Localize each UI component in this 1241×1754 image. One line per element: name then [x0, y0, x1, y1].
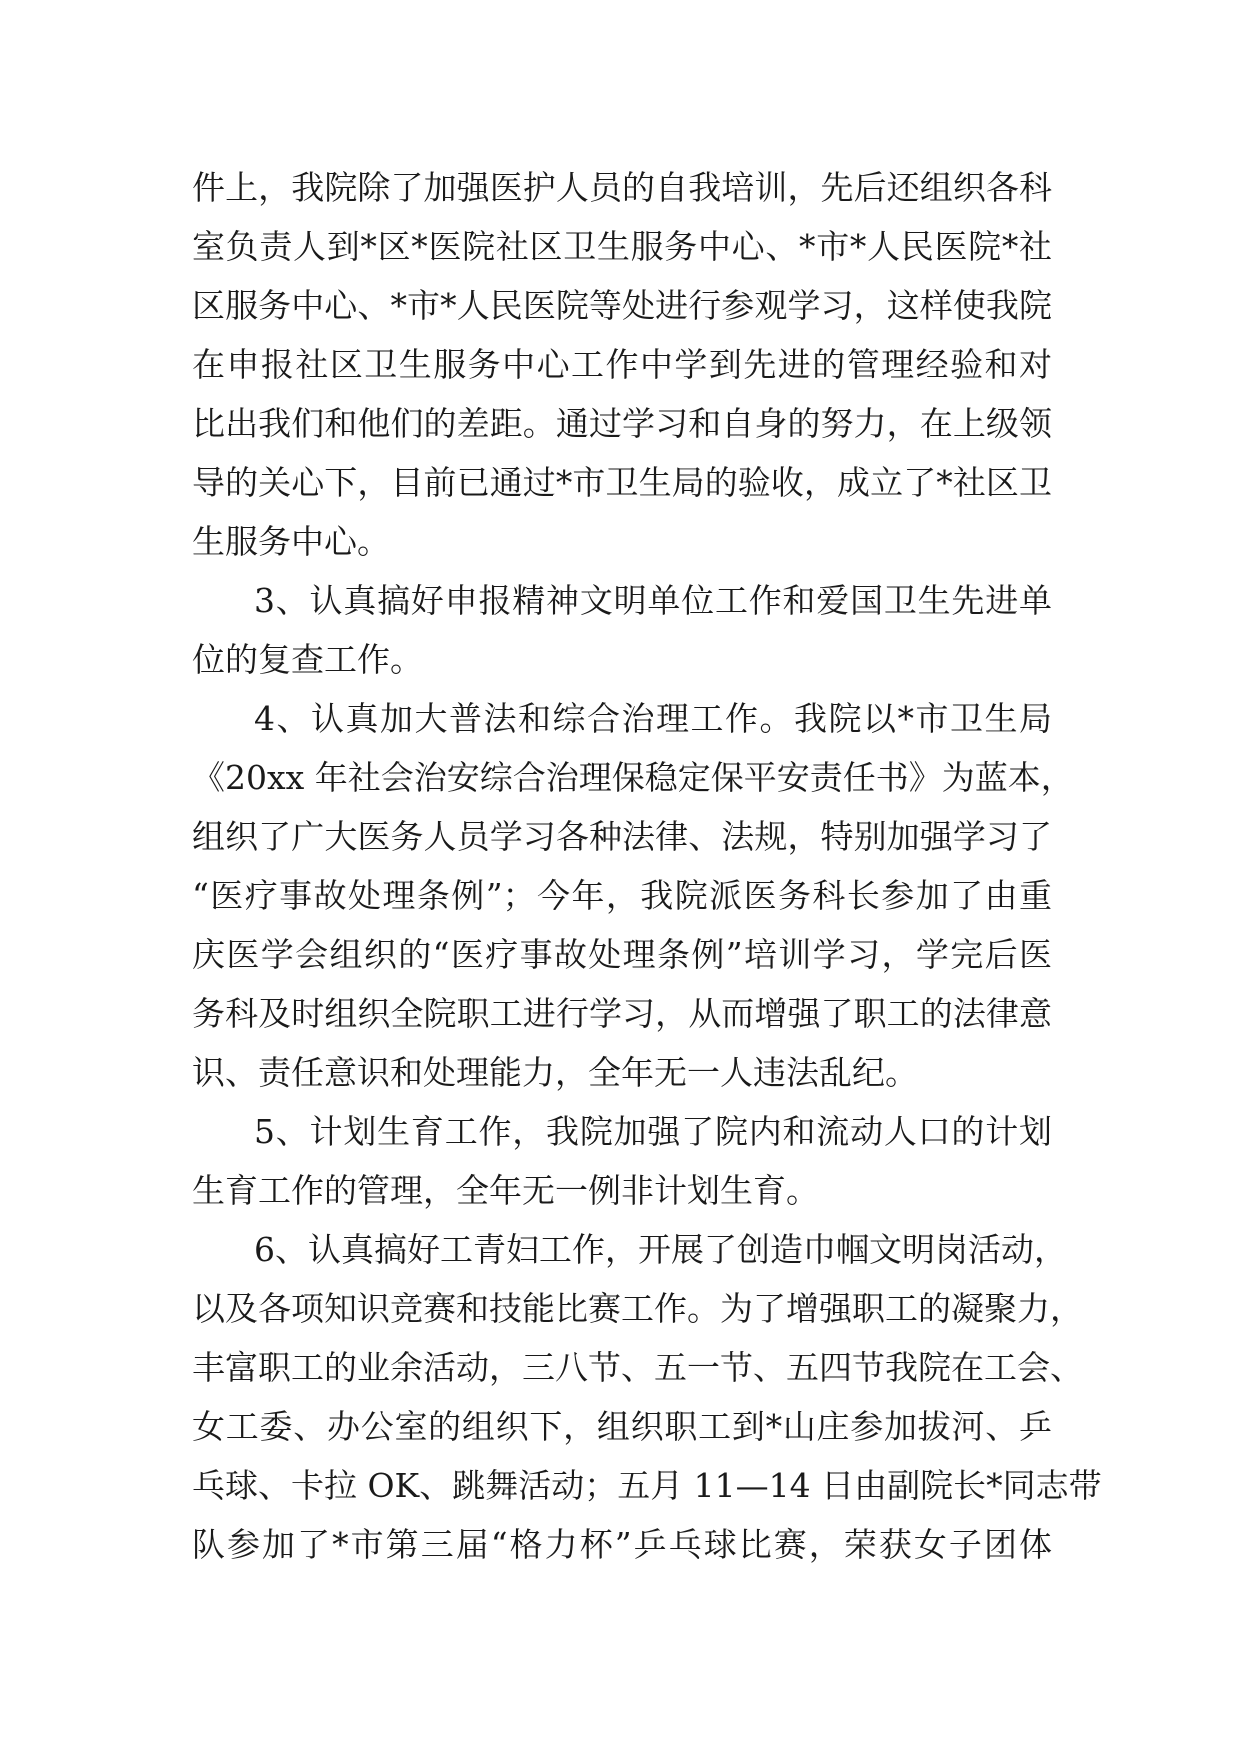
text-line: 组织了广大医务人员学习各种法律、法规，特别加强学习了	[192, 817, 1052, 856]
text-line: 室负责人到*区*医院社区卫生服务中心、*市*人民医院*社	[192, 227, 1052, 266]
text-line: 丰富职工的业余活动，三八节、五一节、五四节我院在工会、	[192, 1348, 1083, 1387]
text-line: 比出我们和他们的差距。通过学习和自身的努力，在上级领	[192, 404, 1052, 443]
text-line: 生育工作的管理，全年无一例非计划生育。	[192, 1171, 819, 1210]
text-line: 女工委、办公室的组织下，组织职工到*山庄参加拔河、乒	[192, 1407, 1052, 1446]
text-line: 导的关心下，目前已通过*市卫生局的验收，成立了*社区卫	[192, 463, 1052, 502]
body-text	[192, 158, 1102, 1574]
text-line: 识、责任意识和处理能力，全年无一人违法乱纪。	[192, 1053, 918, 1092]
text-line: 务科及时组织全院职工进行学习，从而增强了职工的法律意	[192, 994, 1052, 1033]
text-line: “医疗事故处理条例”；今年，我院派医务科长参加了由重	[192, 876, 1052, 915]
text-line: 队参加了*市第三届“格力杯”乒乓球比赛，荣获女子团体	[192, 1525, 1052, 1564]
text-line: 《20xx 年社会治安综合治理保稳定保平安责任书》为蓝本，	[192, 758, 1074, 797]
text-line: 5、计划生育工作，我院加强了院内和流动人口的计划	[254, 1112, 1052, 1151]
text-line: 在申报社区卫生服务中心工作中学到先进的管理经验和对	[192, 345, 1052, 384]
text-line: 3、认真搞好申报精神文明单位工作和爱国卫生先进单	[254, 581, 1052, 620]
text-line: 件上，我院除了加强医护人员的自我培训，先后还组织各科	[192, 168, 1052, 207]
text-line: 位的复查工作。	[192, 640, 423, 679]
text-line: 区服务中心、*市*人民医院等处进行参观学习，这样使我院	[192, 286, 1052, 325]
text-line: 乓球、卡拉 OK、跳舞活动；五月 11—14 日由副院长*同志带	[192, 1466, 1102, 1505]
text-line: 以及各项知识竞赛和技能比赛工作。为了增强职工的凝聚力，	[192, 1289, 1083, 1328]
text-line: 6、认真搞好工青妇工作，开展了创造巾帼文明岗活动，	[254, 1230, 1067, 1269]
text-line: 生服务中心。	[192, 522, 390, 561]
text-line: 4、认真加大普法和综合治理工作。我院以*市卫生局	[254, 699, 1052, 738]
text-line: 庆医学会组织的“医疗事故处理条例”培训学习，学完后医	[192, 935, 1052, 974]
